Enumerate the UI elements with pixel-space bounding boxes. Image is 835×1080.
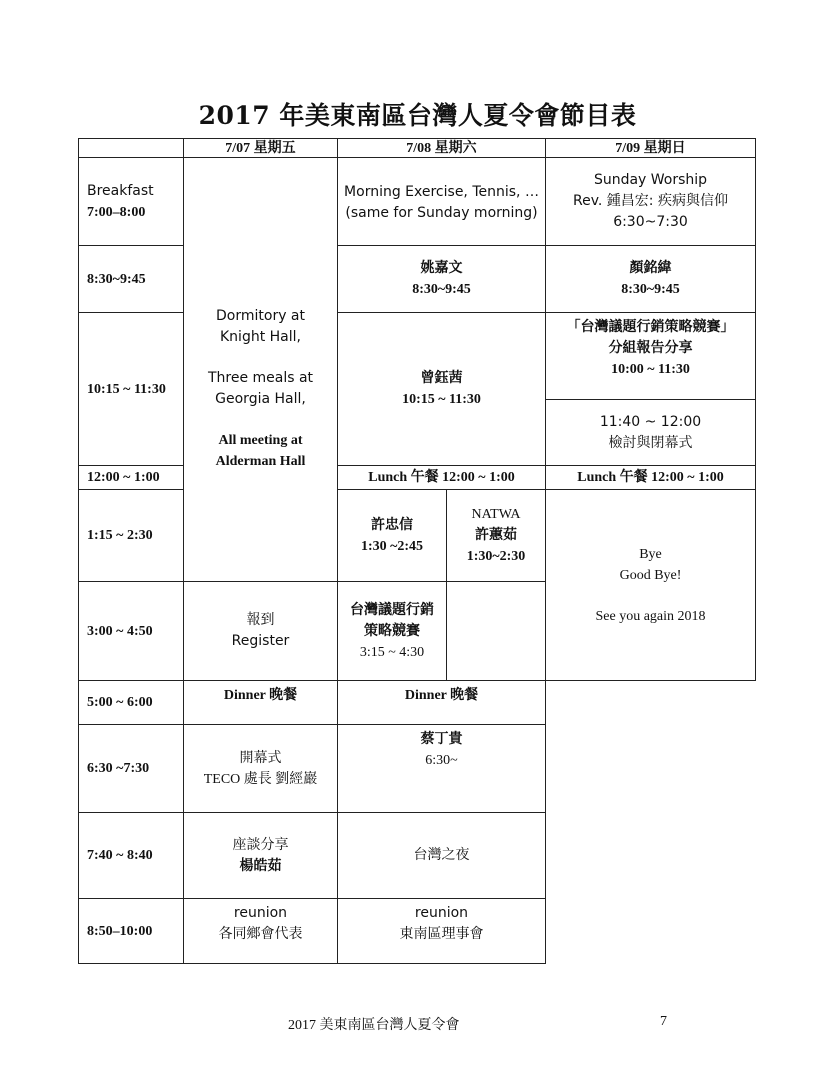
time-cell-1015: 10:15 ~ 11:30 (78, 312, 184, 466)
sunday-lunch-cell: Lunch 午餐 12:00 ~ 1:00 (545, 465, 756, 490)
saturday-reunion-label: reunion (414, 905, 469, 921)
time-cell-0850: 8:50–10:00 (78, 898, 184, 964)
friday-reunion-cell (183, 898, 338, 964)
natwa-time: 1:30~2:30 (466, 549, 526, 564)
time-cell-0300: 3:00 ~ 4:50 (78, 581, 184, 681)
friday-dinner-cell: Dinner 晚餐 (183, 680, 338, 725)
worship-title: Sunday Worship (593, 172, 708, 188)
page-title: 2017 年美東南區台灣人夏令會節目表 (198, 101, 637, 130)
teco-text: TECO 處長 劉經巖 (203, 771, 318, 787)
contest-time: 3:15 ~ 4:30 (359, 644, 425, 660)
sunday-speaker-1: 顏銘緯 (629, 260, 672, 276)
forum-speaker: 楊皓茹 (239, 857, 282, 874)
evening-time: 6:30~ (425, 753, 458, 768)
breakfast-time: 7:00–8:00 (87, 204, 146, 220)
knight-hall-text: Knight Hall, (220, 328, 301, 345)
saturday-time-2: 10:15 ~ 11:30 (402, 392, 481, 407)
saturday-reunion-cell (337, 898, 546, 964)
natwa-speaker: 許蕙茹 (475, 527, 517, 543)
saturday-session2-cell (337, 312, 546, 466)
register-en: Register (231, 633, 290, 649)
sunday-worship-cell (545, 157, 756, 246)
time-cell-0740: 7:40 ~ 8:40 (78, 812, 184, 899)
meals-text: Three meals at (207, 369, 314, 386)
reunion-label: reunion (233, 905, 288, 921)
worship-time: 6:30~7:30 (613, 214, 688, 230)
time-cell-0500: 5:00 ~ 6:00 (78, 680, 184, 725)
saturday-natwa-cell (446, 489, 546, 582)
saturday-session1-cell (337, 245, 546, 313)
breakfast-label: Breakfast (87, 182, 154, 199)
saturday-pm-cell (337, 489, 447, 582)
header-day3: 7/09 星期日 (545, 138, 756, 158)
saturday-contest-cell (337, 581, 447, 681)
contest-line1: 台灣議題行銷 (350, 601, 434, 618)
saturday-taiwan-night-cell: 台灣之夜 (337, 812, 546, 899)
saturday-empty-cell (446, 581, 546, 681)
saturday-reunion-desc: 東南區理事會 (399, 926, 484, 942)
time-cell-0115: 1:15 ~ 2:30 (78, 489, 184, 582)
morning-line2: (same for Sunday morning) (345, 205, 538, 221)
morning-line1: Morning Exercise, Tennis, … (344, 184, 539, 200)
saturday-speaker-1: 姚嘉文 (420, 260, 463, 276)
header-day1: 7/07 星期五 (183, 138, 338, 158)
time-cell-0630: 6:30 ~7:30 (78, 724, 184, 813)
saturday-dinner-cell: Dinner 晚餐 (337, 680, 546, 725)
sunday-contest-time: 10:00 ~ 11:30 (611, 362, 690, 377)
closing-text: 檢討與閉幕式 (608, 434, 693, 451)
page-number: 7 (660, 1014, 667, 1029)
sunday-session1-cell (545, 245, 756, 313)
dormitory-text: Dormitory at (216, 307, 305, 324)
register-zh: 報到 (246, 612, 275, 628)
saturday-morning-cell (337, 157, 546, 246)
friday-forum-cell (183, 812, 338, 899)
time-cell-0830: 8:30~9:45 (78, 245, 184, 313)
sunday-contest-sub: 分組報告分享 (608, 340, 693, 356)
closing-time: 11:40 ~ 12:00 (599, 413, 702, 430)
good-bye-text: Good Bye! (619, 567, 682, 583)
saturday-pm-speaker: 許忠信 (371, 516, 413, 533)
georgia-hall-text: Georgia Hall, (215, 390, 306, 407)
saturday-time-1: 8:30~9:45 (412, 282, 471, 297)
meeting-text: All meeting at (218, 432, 303, 448)
saturday-speaker-2: 曾鈺茜 (420, 370, 463, 386)
bye-text: Bye (639, 546, 662, 562)
see-you-text: See you again 2018 (595, 608, 706, 624)
friday-register-cell (183, 581, 338, 681)
saturday-pm-time: 1:30 ~2:45 (360, 538, 424, 554)
opening-text: 開幕式 (239, 749, 282, 766)
worship-speaker: Rev. 鍾昌宏: 疾病與信仰 (573, 193, 728, 209)
evening-speaker: 蔡丁貴 (420, 731, 463, 747)
saturday-evening-cell (337, 724, 546, 813)
saturday-lunch-cell: Lunch 午餐 12:00 ~ 1:00 (337, 465, 546, 490)
natwa-label: NATWA (471, 507, 521, 522)
sunday-contest-title: 「台灣議題行銷策略競賽」 (566, 319, 735, 335)
forum-text: 座談分享 (232, 836, 289, 853)
sunday-closing-cell (545, 399, 756, 466)
footer-text: 2017 美東南區台灣人夏令會 (288, 1018, 460, 1033)
time-cell-breakfast (78, 157, 184, 246)
header-corner-cell (78, 138, 184, 158)
time-cell-1200: 12:00 ~ 1:00 (78, 465, 184, 490)
sunday-time-1: 8:30~9:45 (621, 282, 680, 297)
contest-line2: 策略競賽 (364, 622, 420, 639)
friday-opening-cell (183, 724, 338, 813)
header-day2: 7/08 星期六 (337, 138, 546, 158)
schedule-table (78, 138, 756, 964)
sunday-farewell-cell (545, 489, 756, 681)
sunday-contest-cell (545, 312, 756, 400)
friday-lodging-cell (183, 157, 338, 582)
alderman-hall-text: Alderman Hall (215, 453, 306, 469)
reunion-desc: 各同鄉會代表 (218, 926, 303, 942)
